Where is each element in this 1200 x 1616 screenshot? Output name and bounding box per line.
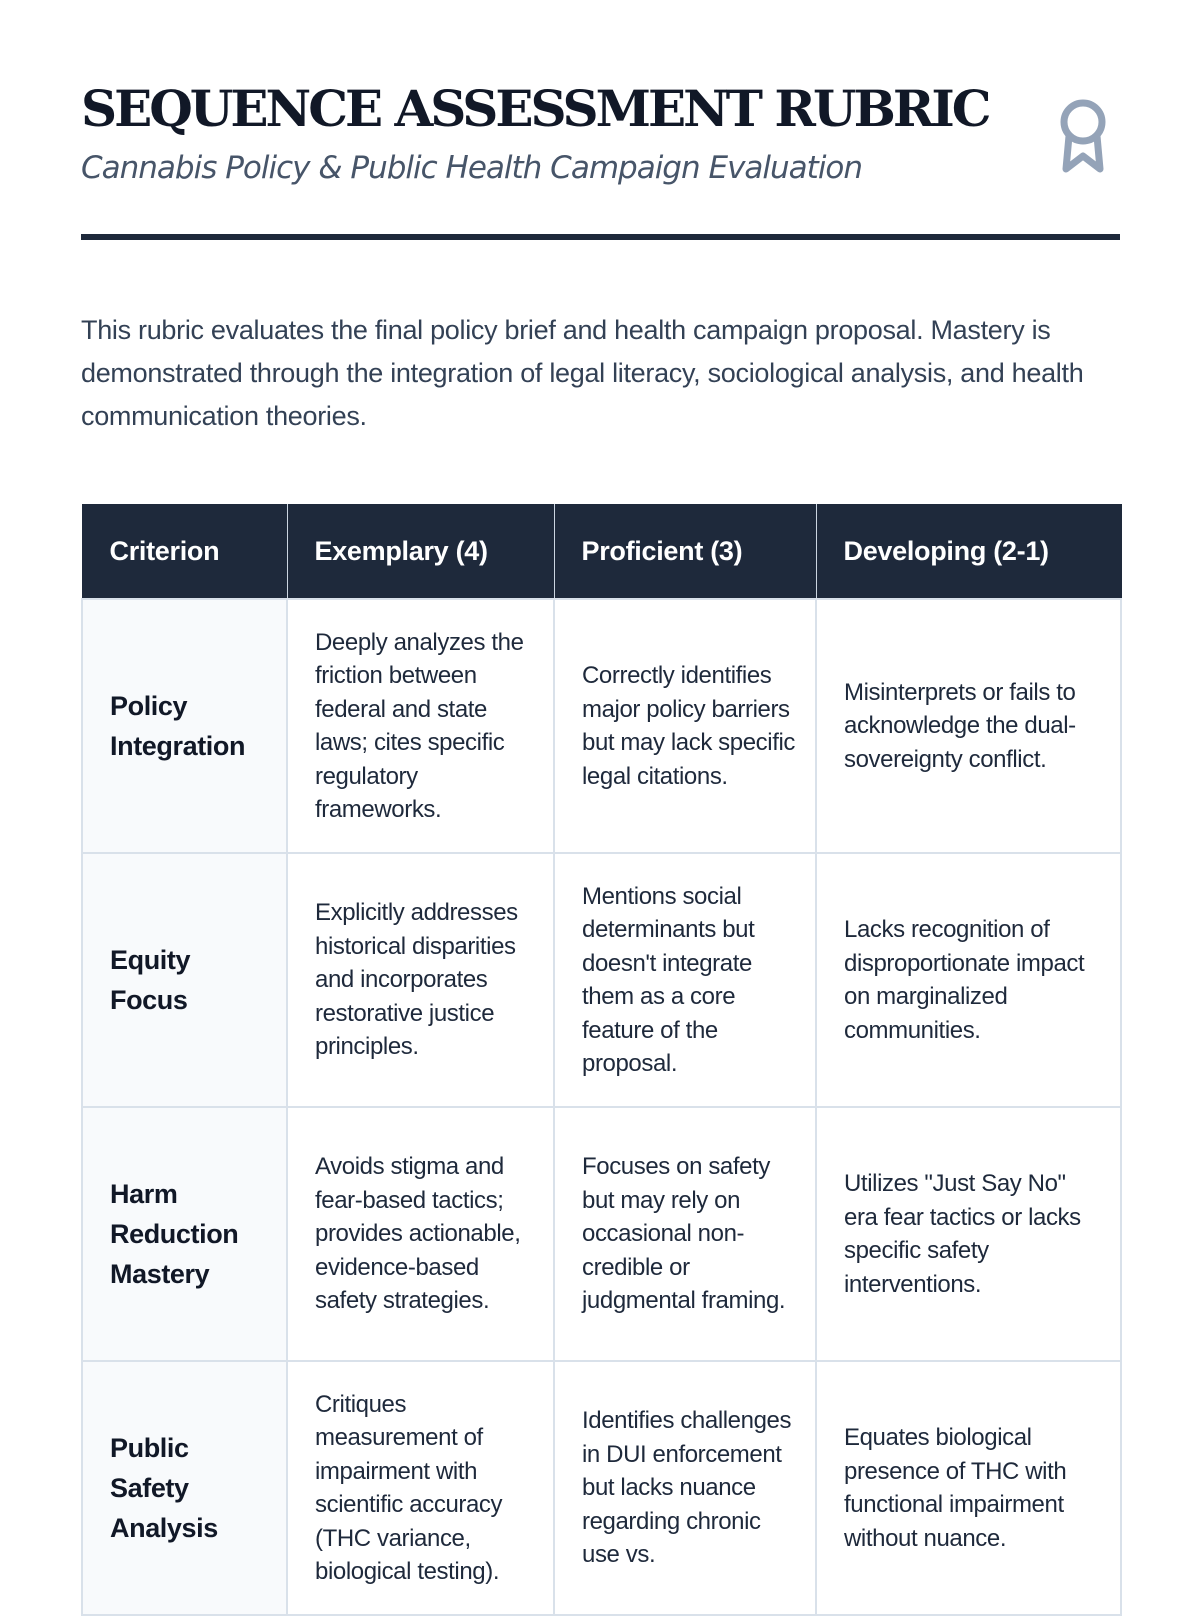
rubric-table xyxy=(81,504,1122,1616)
exemplary-cell: Explicitly addresses historical disparities and incorporates restorative justice principles. xyxy=(287,853,554,1107)
page-header xyxy=(81,0,1120,240)
intro-paragraph: This rubric evaluates the final policy brief and health campaign proposal. Mastery is demonstrated through the integration of legal literacy, sociological analysis, and health communication theories. xyxy=(81,315,1084,431)
table-row xyxy=(82,1361,1121,1615)
table-header-row xyxy=(82,504,1121,599)
page-title: SEQUENCE ASSESSMENT RUBRIC xyxy=(81,79,989,138)
page-subtitle: Cannabis Policy & Public Health Campaign Evaluation xyxy=(81,150,863,186)
exemplary-cell: Critiques measurement of impairment with scientific accuracy (THC variance, biological testing). xyxy=(287,1361,554,1615)
developing-cell: Equates biological presence of THC with functional impairment without nuance. xyxy=(816,1361,1121,1615)
header-exemplary: Exemplary (4) xyxy=(287,504,554,599)
developing-cell: Utilizes "Just Say No" era fear tactics or lacks specific safety interventions. xyxy=(816,1107,1121,1361)
criterion-cell: Equity Focus xyxy=(82,853,287,1107)
criterion-cell: Policy Integration xyxy=(82,599,287,853)
developing-cell: Lacks recognition of disproportionate impact on marginalized communities. xyxy=(816,853,1121,1107)
award-ribbon-icon xyxy=(1055,96,1111,176)
table-row xyxy=(82,853,1121,1107)
table-row xyxy=(82,599,1121,853)
header-divider xyxy=(81,234,1120,240)
exemplary-cell: Deeply analyzes the friction between federal and state laws; cites specific regulatory frameworks. xyxy=(287,599,554,853)
developing-cell: Misinterprets or fails to acknowledge the dual-sovereignty conflict. xyxy=(816,599,1121,853)
proficient-cell: Focuses on safety but may rely on occasional non-credible or judgmental framing. xyxy=(554,1107,816,1361)
header-developing: Developing (2-1) xyxy=(816,504,1121,599)
header-proficient: Proficient (3) xyxy=(554,504,816,599)
proficient-cell: Identifies challenges in DUI enforcement but lacks nuance regarding chronic use vs. xyxy=(554,1361,816,1615)
exemplary-cell: Avoids stigma and fear-based tactics; provides actionable, evidence-based safety strategies. xyxy=(287,1107,554,1361)
rubric-page xyxy=(81,0,1120,1585)
proficient-cell: Correctly identifies major policy barriers but may lack specific legal citations. xyxy=(554,599,816,853)
criterion-cell: Harm Reduction Mastery xyxy=(82,1107,287,1361)
criterion-cell: Public Safety Analysis xyxy=(82,1361,287,1615)
table-row xyxy=(82,1107,1121,1361)
proficient-cell: Mentions social determinants but doesn't integrate them as a core feature of the proposal. xyxy=(554,853,816,1107)
header-criterion: Criterion xyxy=(82,504,287,599)
